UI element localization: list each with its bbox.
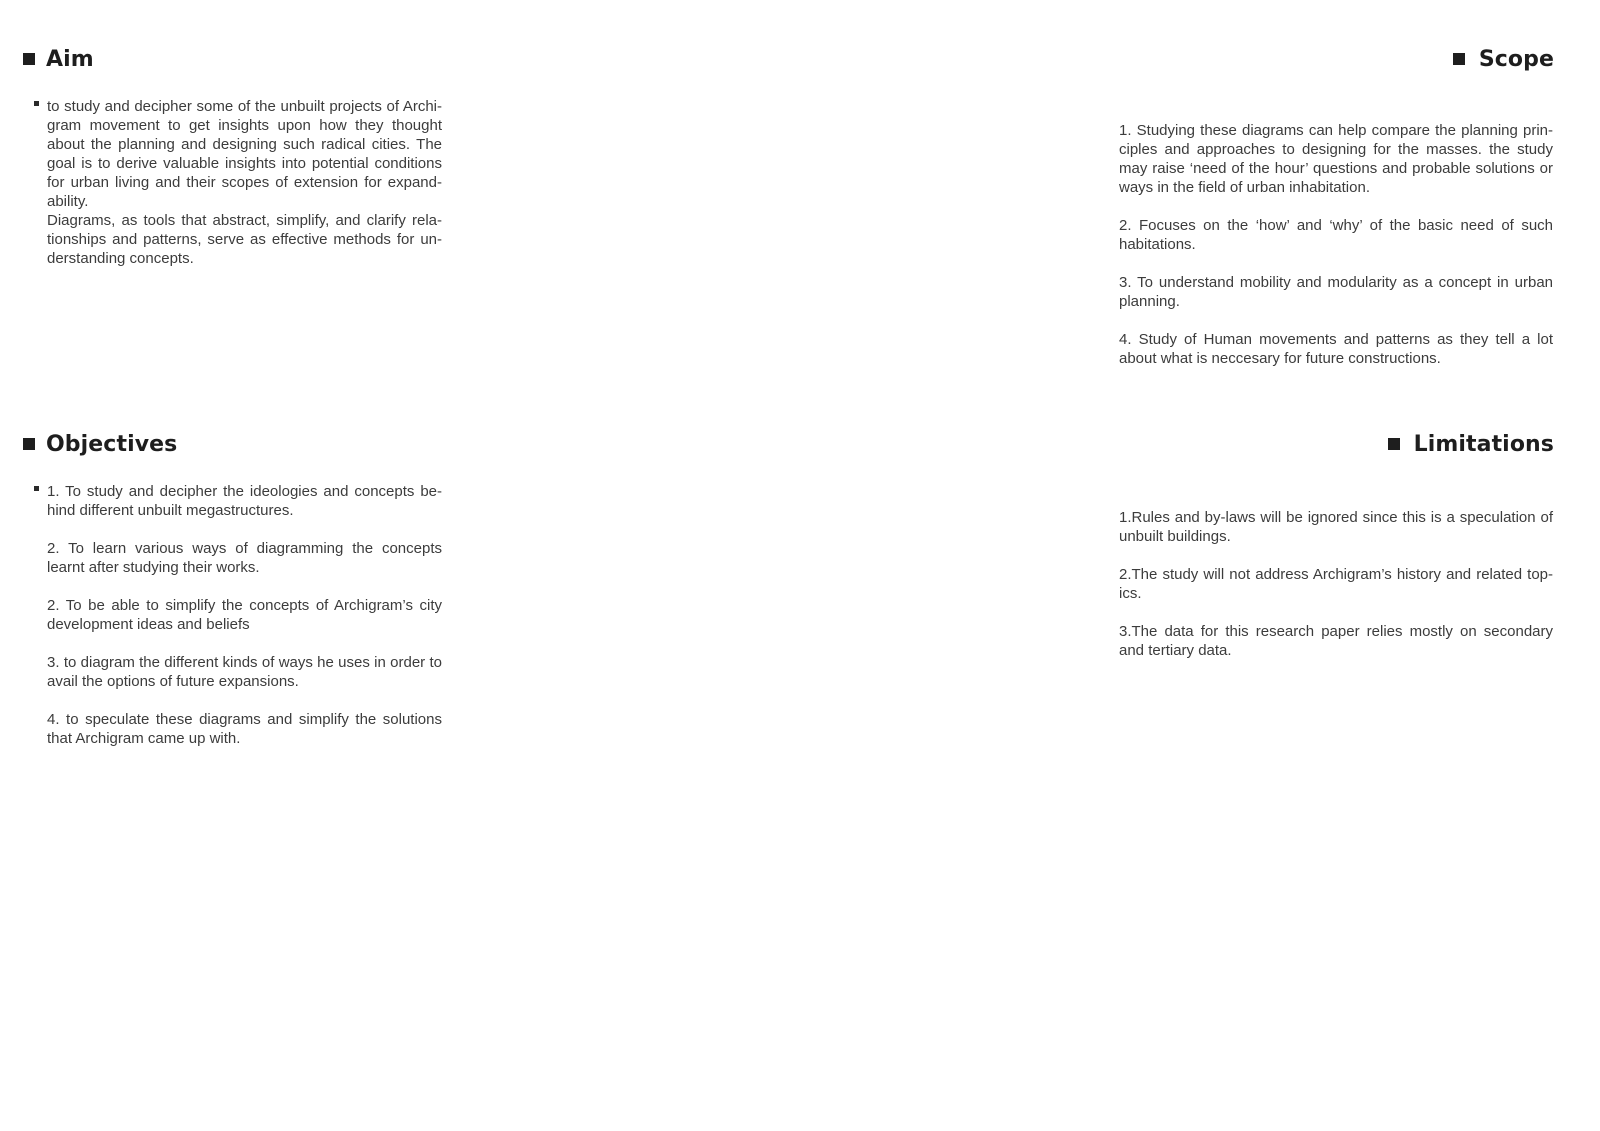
objectives-title: Objectives (46, 431, 178, 457)
objectives-list (47, 482, 442, 748)
objectives-item: 2. To learn various ways of diagramming the concepts learnt after studying their works. (47, 540, 442, 576)
aim-body (47, 97, 442, 268)
scope-item: 1. Studying these diagrams can help compare the planning prin-ciples and approaches to designing for the masses. the study may raise ‘need of the hour’ questions and probable solutions or ways in the field of urban inhabitation. (1119, 122, 1553, 196)
square-bullet-icon (1453, 53, 1465, 65)
limitations-title: Limitations (1413, 431, 1554, 457)
square-bullet-icon (23, 53, 35, 65)
scope-item: 3. To understand mobility and modularity as a concept in urban planning. (1119, 274, 1553, 310)
limitations-item: 2.The study will not address Archigram’s history and related top-ics. (1119, 566, 1553, 602)
scope-item: 4. Study of Human movements and patterns as they tell a lot about what is neccesary for future constructions. (1119, 331, 1553, 367)
limitations-item: 3.The data for this research paper relies mostly on secondary and tertiary data. (1119, 623, 1553, 659)
objectives-item: 4. to speculate these diagrams and simplify the solutions that Archigram came up with. (47, 711, 442, 747)
objectives-item: 1. To study and decipher the ideologies and concepts be-hind different unbuilt megastructures. (47, 483, 442, 519)
limitations-heading (1000, 430, 1554, 458)
square-bullet-icon (23, 438, 35, 450)
scope-list (1119, 121, 1553, 368)
objectives-item: 3. to diagram the different kinds of ways he uses in order to avail the options of future expansions. (47, 654, 442, 690)
small-bullet-icon (34, 486, 39, 491)
aim-paragraph: to study and decipher some of the unbuilt projects of Archi-gram movement to get insights upon how they thought about the planning and designing such radical cities. The goal is to derive valuable insights into potential conditions for urban living and their scopes of extension for expand-ability. (47, 98, 442, 210)
limitations-list (1119, 508, 1553, 660)
scope-heading (1000, 45, 1554, 73)
square-bullet-icon (1388, 438, 1400, 450)
objectives-item: 2. To be able to simplify the concepts of Archigram’s city development ideas and beliefs (47, 597, 442, 633)
scope-title: Scope (1478, 46, 1554, 72)
aim-paragraph: Diagrams, as tools that abstract, simplify, and clarify rela-tionships and patterns, serve as effective methods for un-derstanding concepts. (47, 212, 442, 267)
scope-item: 2. Focuses on the ‘how’ and ‘why’ of the basic need of such habitations. (1119, 217, 1553, 253)
small-bullet-icon (34, 101, 39, 106)
objectives-heading (23, 430, 323, 458)
aim-title: Aim (46, 46, 94, 72)
limitations-item: 1.Rules and by-laws will be ignored since this is a speculation of unbuilt buildings. (1119, 509, 1553, 545)
aim-heading (23, 45, 323, 73)
